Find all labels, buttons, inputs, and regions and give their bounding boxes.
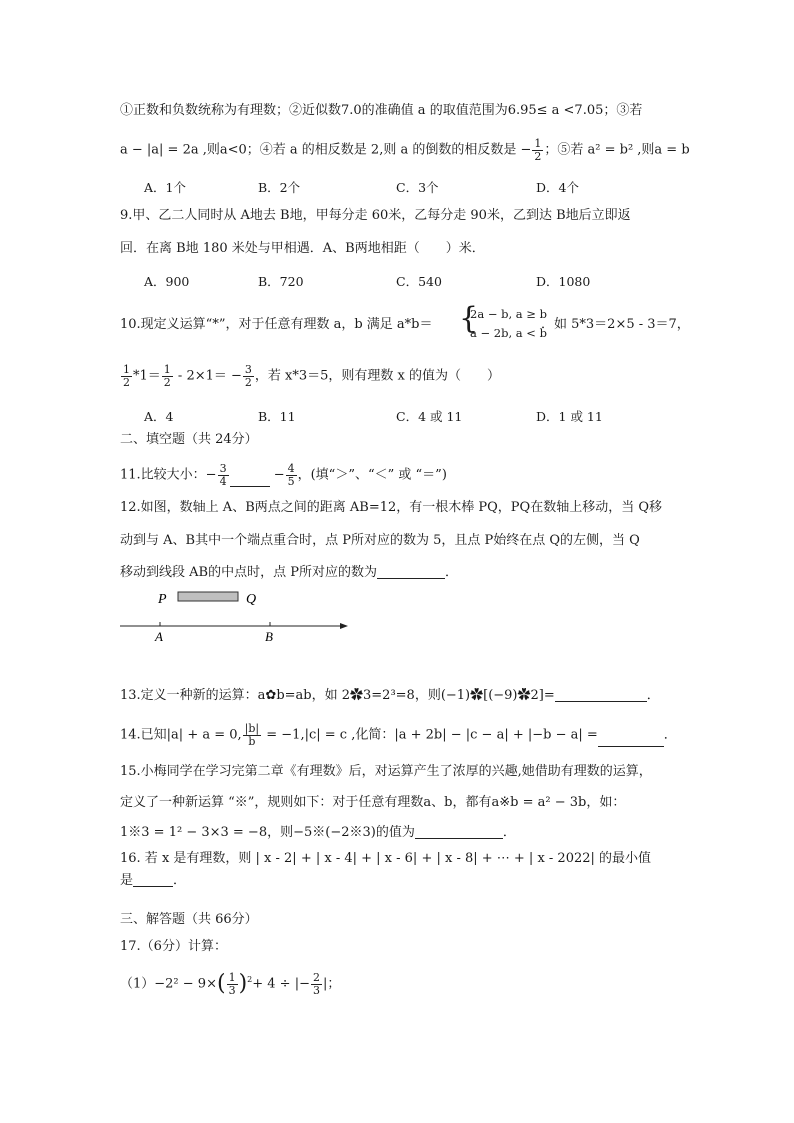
section3-title: 三、解答题（共 66分） xyxy=(120,912,258,927)
q11-answer-blank[interactable] xyxy=(230,474,270,487)
q8-line1: ①正数和负数统称为有理数；②近似数7.0的准确值 a 的取值范围为6.95≤ a <7.05；③若 xyxy=(120,103,643,118)
q10-case1: 2a − b, a ≥ b xyxy=(470,307,547,321)
q10-option-c[interactable]: C．4 或 11 xyxy=(396,409,463,424)
q10-line1 xyxy=(120,318,433,331)
q15-line1: 15.小梅同学在学习完第二章《有理数》后，对运算产生了浓厚的兴趣,她借助有理数的运算， xyxy=(120,764,652,779)
q17-part1-a: （1）−2² − 9× xyxy=(120,976,217,992)
label-b: B xyxy=(265,629,273,644)
q10-line2-mid1: *1＝ xyxy=(133,368,161,384)
q14-part-a: 14.已知|a| + a = 0, xyxy=(120,727,242,743)
q9-line1: 9.甲、乙二人同时从 A地去 B地，甲每分走 60米，乙每分走 90米，乙到达 B地后立即返 xyxy=(120,208,631,223)
q15-end: ． xyxy=(502,825,516,840)
q12-line2: 动到与 A、B其中一个端点重合时，点 P所对应的数为 5，且点 P始终在点 Q的左侧，当 Q xyxy=(120,533,640,548)
q14-part-c: |a + 2b| − |c − a| + |−b − a| = xyxy=(394,727,598,743)
q9-option-b[interactable]: B．720 xyxy=(258,274,304,289)
q15-answer-blank[interactable] xyxy=(415,826,503,839)
q8-fraction: $\frac{1}{2}$ xyxy=(534,137,542,163)
q11-frac1: $\frac{3}{4}$ xyxy=(219,462,227,488)
q11-mid: − xyxy=(269,467,285,483)
q8-option-b[interactable]: B．2个 xyxy=(258,180,301,195)
q10-line2-mid2: - 2×1＝ − xyxy=(173,368,242,384)
q16-answer-blank[interactable] xyxy=(133,874,173,887)
q10-line2-end: ，若 x*3＝5，则有理数 x 的值为（ ） xyxy=(254,368,501,384)
label-p: P xyxy=(158,592,167,607)
label-q: Q xyxy=(246,592,257,607)
q14-frac: $\frac{|b|}{b}$ xyxy=(244,722,260,748)
q14-answer-blank[interactable] xyxy=(598,734,664,747)
q17-part1 xyxy=(120,972,340,996)
q13-line xyxy=(120,689,660,702)
q14-line xyxy=(120,723,677,747)
axis-arrow xyxy=(340,623,348,629)
q14-part-b: = −1,|c| = c ,化简： xyxy=(262,727,395,743)
q17-exponent: 2 xyxy=(247,975,253,985)
q8-line2-b: ；⑤若 a² = b² ,则a = b xyxy=(544,142,690,158)
q10-option-a[interactable]: A．4 xyxy=(144,409,174,424)
q10-frac3: $\frac{3}{2}$ xyxy=(244,363,252,389)
section2-title: 二、填空题（共 24分） xyxy=(120,432,258,447)
q13-answer-blank[interactable] xyxy=(555,689,647,702)
q16-line2-text: 是 xyxy=(120,873,134,888)
q13-text: 13.定义一种新的运算：a✿b=ab，如 2✿3=2³=8，则(−1)✿[(−9)✿2]= xyxy=(120,688,555,703)
q9-option-c[interactable]: C．540 xyxy=(396,274,442,289)
q15-line2: 定义了一种新运算 “※”，规则如下：对于任意有理数a、b，都有a※b = a² − 3b，如： xyxy=(120,795,626,810)
q12-line3-end: ． xyxy=(444,565,458,580)
q16-line1: 16. 若 x 是有理数，则 | x - 2| + | x - 4| + | x - 6| + | x - 8| + ⋯ + | x - 2022| 的最小值 xyxy=(120,851,652,866)
q11-frac2: $\frac{4}{5}$ xyxy=(287,462,295,488)
q8-line2 xyxy=(120,138,690,162)
q15-line3 xyxy=(120,826,516,839)
q11-line xyxy=(120,463,447,487)
q8-option-d[interactable]: D．4个 xyxy=(536,180,579,195)
q17-paren-open: ( xyxy=(216,971,226,997)
q10-line1-a: 10.现定义运算“*”，对于任意有理数 a，b 满足 a*b＝ xyxy=(120,317,433,332)
q10-line2 xyxy=(120,364,500,388)
q17-frac1: $\frac{1}{3}$ xyxy=(228,971,236,997)
q10-frac1: $\frac{1}{2}$ xyxy=(123,363,130,389)
q17-part1-c: |； xyxy=(322,976,341,992)
q17-paren-close: ) xyxy=(238,971,248,997)
q12-number-line-figure xyxy=(118,586,358,646)
q15-line3-text: 1※3 = 1² − 3×3 = −8，则−5※(−2※3)的值为 xyxy=(120,825,415,840)
q8-line2-a: a − |a| = 2a ,则a<0；④若 a 的相反数是 2,则 a 的倒数的相反数是 − xyxy=(120,142,532,158)
q8-option-c[interactable]: C．3个 xyxy=(396,180,439,195)
q11-suffix: ，(填“＞”、“＜” 或 “＝”) xyxy=(297,467,447,483)
q11-prefix: 11.比较大小：− xyxy=(120,467,217,483)
q10-brace: { xyxy=(459,301,479,336)
label-a: A xyxy=(155,629,163,644)
q13-end: ． xyxy=(646,688,660,703)
q10-line1-end: ．如 5*3＝2×5 - 3＝7， xyxy=(541,317,690,332)
q12-line3 xyxy=(120,566,458,579)
q12-answer-blank[interactable] xyxy=(377,566,445,579)
q12-line3-text: 移动到线段 AB的中点时，点 P所对应的数为 xyxy=(120,565,377,580)
q14-end: ． xyxy=(663,727,677,743)
q17-frac2: $\frac{2}{3}$ xyxy=(312,971,320,997)
q9-line2: 回．在离 B地 180 米处与甲相遇．A、B两地相距（ ）米． xyxy=(120,241,485,256)
q16-end: ． xyxy=(173,873,187,888)
q9-option-a[interactable]: A．900 xyxy=(144,274,190,289)
q10-option-d[interactable]: D．1 或 11 xyxy=(536,409,603,424)
q9-option-d[interactable]: D．1080 xyxy=(536,274,591,289)
q10-option-b[interactable]: B．11 xyxy=(258,409,296,424)
q12-line1: 12.如图，数轴上 A、B两点之间的距离 AB=12，有一根木棒 PQ，PQ在数轴上移动，当 Q移 xyxy=(120,500,662,515)
pq-stick xyxy=(178,592,238,601)
q17-part1-b: + 4 ÷ |− xyxy=(252,976,310,992)
q10-frac2: $\frac{1}{2}$ xyxy=(163,363,171,389)
q10-case2: a − 2b, a < b xyxy=(470,326,547,340)
q8-option-a[interactable]: A．1个 xyxy=(144,180,186,195)
q16-line2 xyxy=(120,874,186,887)
q17-title: 17.（6分）计算： xyxy=(120,939,227,954)
